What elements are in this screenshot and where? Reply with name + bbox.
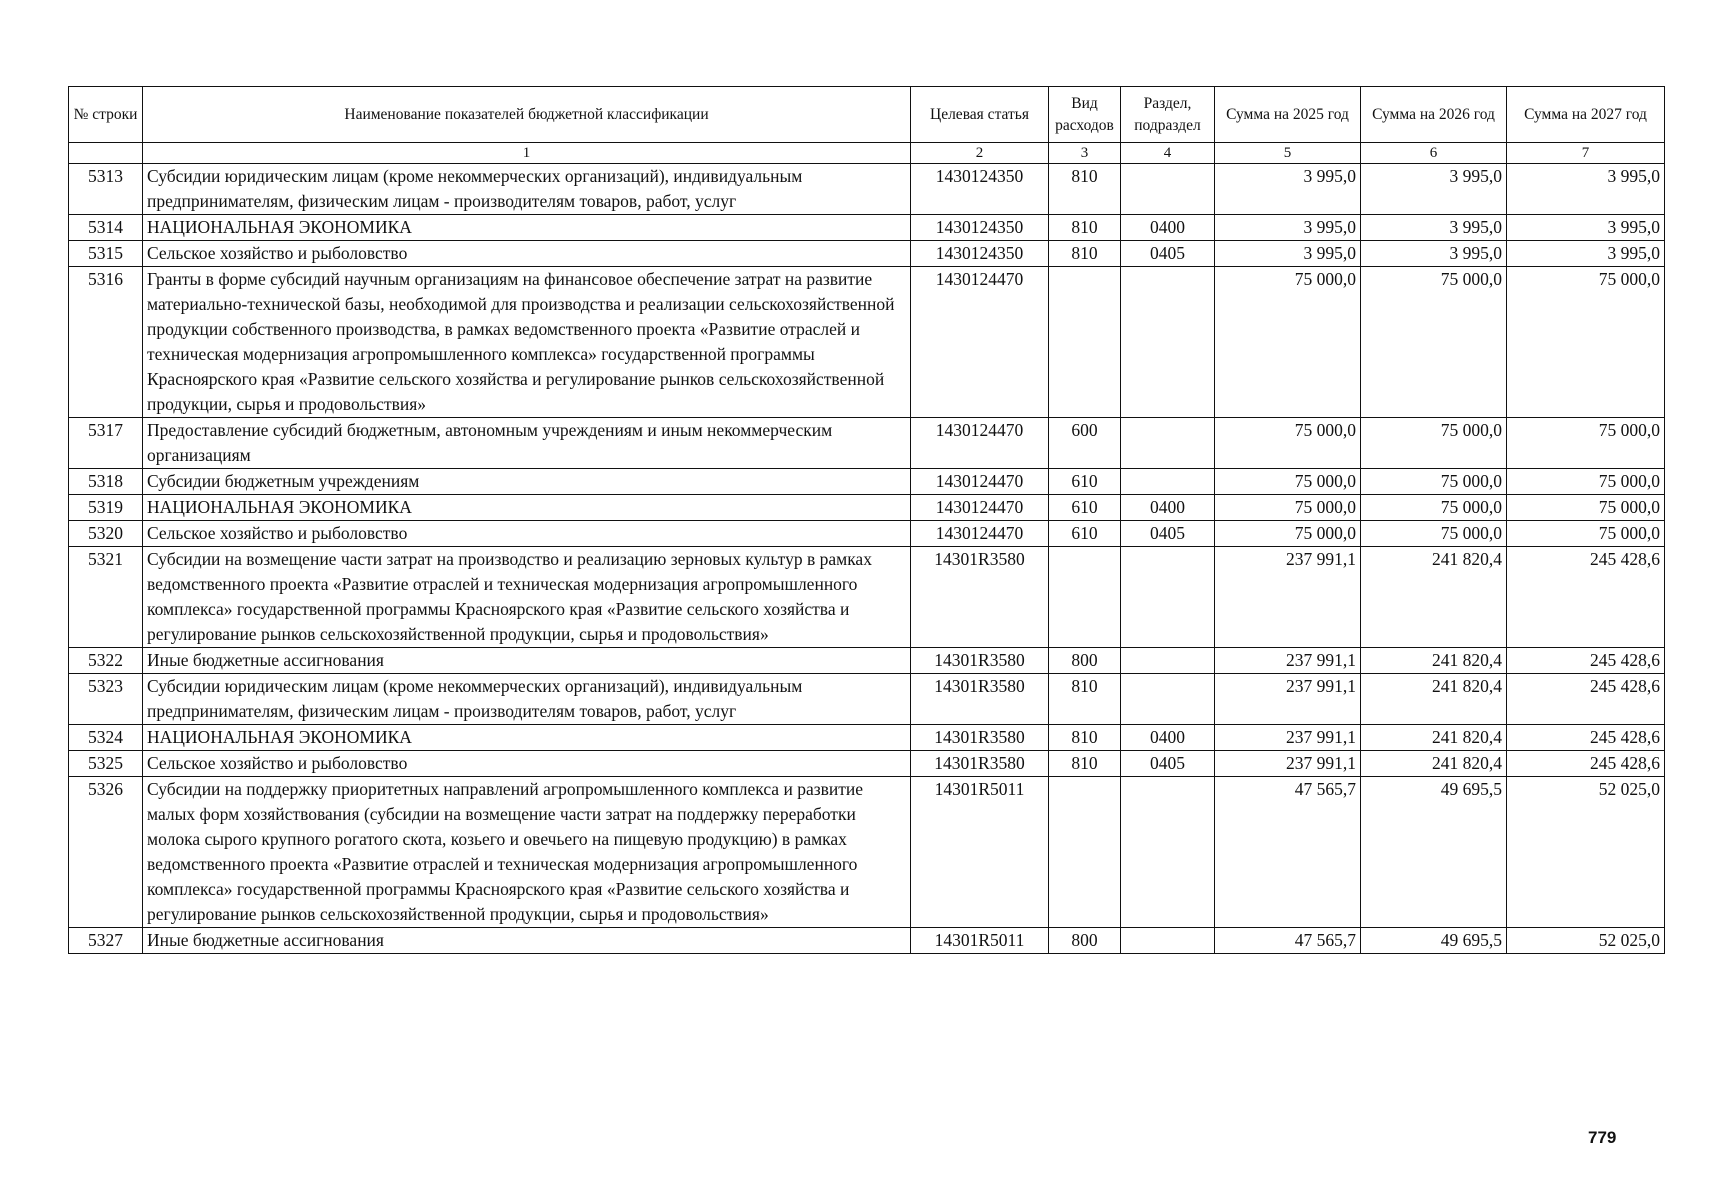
row-sum-2025: 237 991,1 xyxy=(1215,648,1361,674)
row-sum-2026: 241 820,4 xyxy=(1361,725,1507,751)
row-sum-2025: 3 995,0 xyxy=(1215,164,1361,215)
column-number: 2 xyxy=(911,143,1049,164)
row-sum-2027: 245 428,6 xyxy=(1507,648,1665,674)
row-name: НАЦИОНАЛЬНАЯ ЭКОНОМИКА xyxy=(143,215,911,241)
table-row xyxy=(69,751,1665,777)
row-number: 5320 xyxy=(69,521,143,547)
row-target: 1430124350 xyxy=(911,164,1049,215)
row-target: 14301R5011 xyxy=(911,777,1049,928)
row-razdel: 0400 xyxy=(1121,215,1215,241)
page-number: 779 xyxy=(1588,1128,1617,1147)
row-sum-2026: 3 995,0 xyxy=(1361,241,1507,267)
row-sum-2025: 75 000,0 xyxy=(1215,267,1361,418)
row-vid: 610 xyxy=(1049,521,1121,547)
row-sum-2026: 75 000,0 xyxy=(1361,469,1507,495)
row-target: 1430124470 xyxy=(911,267,1049,418)
row-number: 5322 xyxy=(69,648,143,674)
row-sum-2027: 52 025,0 xyxy=(1507,928,1665,954)
row-name: Субсидии на поддержку приоритетных направлений агропромышленного комплекса и развитие малых форм хозяйствования (субсидии на возмещение части затрат на поддержку переработки молока сырого крупного рогатого скота, козьего и овечьего на пищевую продукцию) в рамках ведомственного проекта «Развитие отраслей и техническая модернизация агропромышленного комплекса» государственной программы Красноярского края «Развитие сельского хозяйства и регулирование рынков сельскохозяйственной продукции, сырья и продовольствия» xyxy=(143,777,911,928)
row-sum-2027: 75 000,0 xyxy=(1507,521,1665,547)
row-number: 5314 xyxy=(69,215,143,241)
row-name: Предоставление субсидий бюджетным, автономным учреждениям и иным некоммерческим организациям xyxy=(143,418,911,469)
row-sum-2025: 237 991,1 xyxy=(1215,751,1361,777)
row-sum-2027: 245 428,6 xyxy=(1507,751,1665,777)
row-vid: 800 xyxy=(1049,928,1121,954)
row-vid: 810 xyxy=(1049,674,1121,725)
row-sum-2025: 3 995,0 xyxy=(1215,241,1361,267)
row-sum-2026: 3 995,0 xyxy=(1361,215,1507,241)
row-sum-2025: 237 991,1 xyxy=(1215,725,1361,751)
header-target: Целевая статья xyxy=(911,87,1049,143)
row-sum-2026: 49 695,5 xyxy=(1361,777,1507,928)
row-razdel: 0405 xyxy=(1121,521,1215,547)
row-number: 5317 xyxy=(69,418,143,469)
column-number: 3 xyxy=(1049,143,1121,164)
row-sum-2026: 241 820,4 xyxy=(1361,751,1507,777)
row-sum-2025: 237 991,1 xyxy=(1215,547,1361,648)
row-name: Сельское хозяйство и рыболовство xyxy=(143,241,911,267)
row-number: 5318 xyxy=(69,469,143,495)
row-sum-2026: 75 000,0 xyxy=(1361,267,1507,418)
column-number: 5 xyxy=(1215,143,1361,164)
row-target: 1430124350 xyxy=(911,241,1049,267)
row-target: 14301R3580 xyxy=(911,751,1049,777)
row-name: НАЦИОНАЛЬНАЯ ЭКОНОМИКА xyxy=(143,725,911,751)
table-row xyxy=(69,547,1665,648)
header-sum-2025: Сумма на 2025 год xyxy=(1215,87,1361,143)
column-number: 7 xyxy=(1507,143,1665,164)
table-row xyxy=(69,674,1665,725)
row-vid: 610 xyxy=(1049,495,1121,521)
header-name: Наименование показателей бюджетной классификации xyxy=(143,87,911,143)
row-number: 5326 xyxy=(69,777,143,928)
row-vid: 810 xyxy=(1049,241,1121,267)
row-sum-2026: 241 820,4 xyxy=(1361,547,1507,648)
row-target: 14301R5011 xyxy=(911,928,1049,954)
row-name: Субсидии на возмещение части затрат на производство и реализацию зерновых культур в рамках ведомственного проекта «Развитие отраслей и техническая модернизация агропромышленного комплекса» государственной программы Красноярского края «Развитие сельского хозяйства и регулирование рынков сельскохозяйственной продукции, сырья и продовольствия» xyxy=(143,547,911,648)
row-name: Гранты в форме субсидий научным организациям на финансовое обеспечение затрат на развитие материально-технической базы, необходимой для производства и реализации сельскохозяйственной продукции собственного производства, в рамках ведомственного проекта «Развитие отраслей и техническая модернизация агропромышленного комплекса» государственной программы Красноярского края «Развитие сельского хозяйства и регулирование рынков сельскохозяйственной продукции, сырья и продовольствия» xyxy=(143,267,911,418)
row-sum-2025: 237 991,1 xyxy=(1215,674,1361,725)
row-razdel xyxy=(1121,928,1215,954)
header-row-no: № строки xyxy=(69,87,143,143)
row-sum-2027: 3 995,0 xyxy=(1507,215,1665,241)
row-vid: 810 xyxy=(1049,751,1121,777)
table-row xyxy=(69,164,1665,215)
row-sum-2027: 245 428,6 xyxy=(1507,547,1665,648)
row-name: Субсидии бюджетным учреждениям xyxy=(143,469,911,495)
row-sum-2025: 75 000,0 xyxy=(1215,469,1361,495)
row-razdel xyxy=(1121,777,1215,928)
row-razdel: 0405 xyxy=(1121,241,1215,267)
table-row xyxy=(69,267,1665,418)
column-number-blank xyxy=(69,143,143,164)
row-sum-2025: 47 565,7 xyxy=(1215,777,1361,928)
row-razdel xyxy=(1121,267,1215,418)
column-number: 6 xyxy=(1361,143,1507,164)
row-sum-2025: 75 000,0 xyxy=(1215,495,1361,521)
row-sum-2025: 3 995,0 xyxy=(1215,215,1361,241)
row-target: 14301R3580 xyxy=(911,547,1049,648)
header-vid: Вид расходов xyxy=(1049,87,1121,143)
row-vid: 600 xyxy=(1049,418,1121,469)
row-razdel xyxy=(1121,674,1215,725)
row-target: 14301R3580 xyxy=(911,648,1049,674)
row-sum-2027: 75 000,0 xyxy=(1507,267,1665,418)
row-sum-2027: 245 428,6 xyxy=(1507,725,1665,751)
row-target: 1430124470 xyxy=(911,521,1049,547)
row-razdel xyxy=(1121,648,1215,674)
row-sum-2026: 75 000,0 xyxy=(1361,521,1507,547)
row-vid: 610 xyxy=(1049,469,1121,495)
row-sum-2027: 75 000,0 xyxy=(1507,418,1665,469)
row-razdel xyxy=(1121,418,1215,469)
row-razdel: 0400 xyxy=(1121,495,1215,521)
row-vid xyxy=(1049,777,1121,928)
row-razdel: 0405 xyxy=(1121,751,1215,777)
table-row xyxy=(69,418,1665,469)
table-row xyxy=(69,241,1665,267)
row-sum-2025: 75 000,0 xyxy=(1215,521,1361,547)
row-sum-2025: 47 565,7 xyxy=(1215,928,1361,954)
table-row xyxy=(69,215,1665,241)
header-sum-2026: Сумма на 2026 год xyxy=(1361,87,1507,143)
row-sum-2026: 75 000,0 xyxy=(1361,418,1507,469)
row-razdel xyxy=(1121,164,1215,215)
row-sum-2027: 3 995,0 xyxy=(1507,241,1665,267)
row-sum-2026: 241 820,4 xyxy=(1361,648,1507,674)
row-number: 5316 xyxy=(69,267,143,418)
row-name: Сельское хозяйство и рыболовство xyxy=(143,521,911,547)
row-target: 1430124350 xyxy=(911,215,1049,241)
row-number: 5327 xyxy=(69,928,143,954)
table-row xyxy=(69,469,1665,495)
row-vid: 810 xyxy=(1049,164,1121,215)
row-target: 1430124470 xyxy=(911,495,1049,521)
column-number: 1 xyxy=(143,143,911,164)
row-number: 5319 xyxy=(69,495,143,521)
row-sum-2026: 3 995,0 xyxy=(1361,164,1507,215)
row-target: 1430124470 xyxy=(911,469,1049,495)
table-row xyxy=(69,495,1665,521)
row-target: 1430124470 xyxy=(911,418,1049,469)
row-sum-2027: 245 428,6 xyxy=(1507,674,1665,725)
column-number: 4 xyxy=(1121,143,1215,164)
row-sum-2027: 75 000,0 xyxy=(1507,469,1665,495)
row-name: Сельское хозяйство и рыболовство xyxy=(143,751,911,777)
row-number: 5313 xyxy=(69,164,143,215)
row-target: 14301R3580 xyxy=(911,725,1049,751)
row-vid: 810 xyxy=(1049,215,1121,241)
table-row xyxy=(69,777,1665,928)
row-number: 5321 xyxy=(69,547,143,648)
row-razdel xyxy=(1121,469,1215,495)
row-vid: 800 xyxy=(1049,648,1121,674)
row-name: Субсидии юридическим лицам (кроме некоммерческих организаций), индивидуальным предпринимателям, физическим лицам - производителям товаров, работ, услуг xyxy=(143,674,911,725)
row-number: 5315 xyxy=(69,241,143,267)
row-razdel: 0400 xyxy=(1121,725,1215,751)
table-row xyxy=(69,521,1665,547)
row-sum-2026: 241 820,4 xyxy=(1361,674,1507,725)
row-name: Иные бюджетные ассигнования xyxy=(143,928,911,954)
row-target: 14301R3580 xyxy=(911,674,1049,725)
row-sum-2026: 75 000,0 xyxy=(1361,495,1507,521)
table-row xyxy=(69,928,1665,954)
row-number: 5324 xyxy=(69,725,143,751)
row-sum-2026: 49 695,5 xyxy=(1361,928,1507,954)
row-sum-2027: 75 000,0 xyxy=(1507,495,1665,521)
row-name: Иные бюджетные ассигнования xyxy=(143,648,911,674)
table-row xyxy=(69,725,1665,751)
row-name: НАЦИОНАЛЬНАЯ ЭКОНОМИКА xyxy=(143,495,911,521)
row-vid: 810 xyxy=(1049,725,1121,751)
header-sum-2027: Сумма на 2027 год xyxy=(1507,87,1665,143)
row-name: Субсидии юридическим лицам (кроме некоммерческих организаций), индивидуальным предпринимателям, физическим лицам - производителям товаров, работ, услуг xyxy=(143,164,911,215)
row-vid xyxy=(1049,267,1121,418)
row-sum-2027: 3 995,0 xyxy=(1507,164,1665,215)
row-number: 5323 xyxy=(69,674,143,725)
budget-table xyxy=(68,86,1665,954)
row-razdel xyxy=(1121,547,1215,648)
row-sum-2025: 75 000,0 xyxy=(1215,418,1361,469)
row-sum-2027: 52 025,0 xyxy=(1507,777,1665,928)
table-row xyxy=(69,648,1665,674)
row-vid xyxy=(1049,547,1121,648)
row-number: 5325 xyxy=(69,751,143,777)
header-razdel: Раздел, подраздел xyxy=(1121,87,1215,143)
header-row xyxy=(69,87,1665,143)
column-number-row xyxy=(69,143,1665,164)
